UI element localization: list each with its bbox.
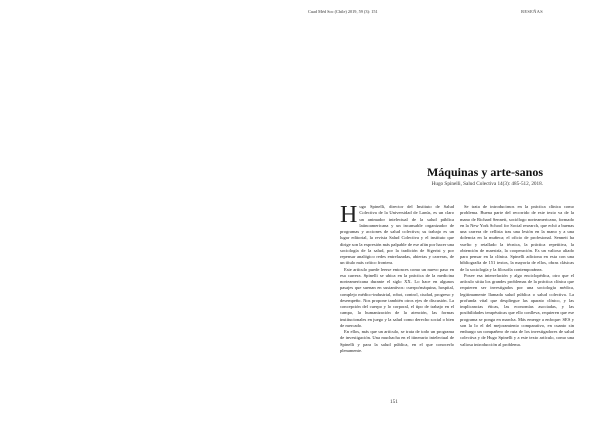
paragraph-text: ugo Spinelli, director del Instituto de Salud Colectiva de la Universidad de Lanús, es un claro un animador intelectual de la salud pública latinoamericana y un incansable organizador de programas y acciones de salud colectiva; su trabajo es un lugar editorial, la revista Salud Colectiva y el instituto que dirige son la expresión más palpable de ese afán por hacer una sociología de la salud, por la tradición de Sigerist y por repensar analógico redes entrelazadas, abiertas y carreras, de un título más crítico frontera. bbox=[340, 204, 454, 266]
drop-cap: H bbox=[340, 202, 358, 228]
article-citation: Hugo Spinelli, Salud Colectiva 14(3): 485-512, 2018. bbox=[431, 181, 543, 187]
article-title: Máquinas y arte-sanos bbox=[426, 165, 543, 179]
paragraph: Posee esa interrelación y algo enciclopédica, otro que el artículo sitúa los grandes problemas de la práctica clínica que requieren ser investigados por una sociología médica, legitimamente llamada salud pública o salud colectiva. La profunda vital que despliegue las aparato clínico, y las implicancias éticas, las economías asociadas, y las posibilidades terapéuticas que ello conlleva, requieren que ese programa se ponga en marcha. Más emerge a enfoque: SES y son la lo el del mejoramiento comparativo, en cuanto sin embargo un compañero de ruta de los investigadores de salud colectiva y de Hugo Spinelli y a este texto artículo, como una valiosa introducción al problema. bbox=[460, 272, 574, 347]
section-label: RESEÑAS bbox=[521, 9, 543, 14]
running-head: Cuad Méd Soc (Chile) 2019, 59 (3): 151 bbox=[308, 9, 378, 14]
left-column bbox=[340, 204, 454, 354]
paragraph bbox=[340, 204, 454, 267]
page-number: 151 bbox=[390, 399, 398, 405]
paragraph: Se trata de introducirnos en la práctica clínica como problema. Buena parte del recorrido de este texto va de la mano de Richard Sennett, sociólogo norteamericano, formado en la New York School for Social research, que echó a buenas una carrera de cellista tras una lesión en la mano y a una dolencia en la muñeca; el oficio de profesional. Sennett ha vuelto y retallado la técnica, la práctica repetitiva, la obtención de maestría, la cooperación. Es un valioso aliado para pensar en la clínica. Spinelli adiciona en esta con una bibliografía de 151 textos, la mayoría de ellos, obras clásicas de la sociología y la filosofía contemporánea. bbox=[460, 204, 574, 272]
right-column bbox=[460, 204, 574, 348]
paragraph: En ellos, más que un artículo, se trata de todo un programa de investigación. Una muchacha en el itinerario intelectual de Spinelli y para la salud pública, en el que conocerlo plenamente. bbox=[340, 329, 454, 353]
paragraph: Este artículo puede leerse entonces como un nuevo paso en esa carrera. Spinelli se ubica en la práctica de la medicina norteamericana durante el siglo XX. Lo hace en algunos pasajes que suenan en sustantivos: cuerpo/máquina, hospital, complejo médico-industrial, robot, control, ciudad, progreso y desempeño. Nos propone también otros ejes de discusión. La concepción del cuerpo y lo corporal, el tipo de trabajo en el campo, la humanización de la atención, las formas institucionales en juego y la salud como derecho social o bien de mercado. bbox=[340, 266, 454, 328]
